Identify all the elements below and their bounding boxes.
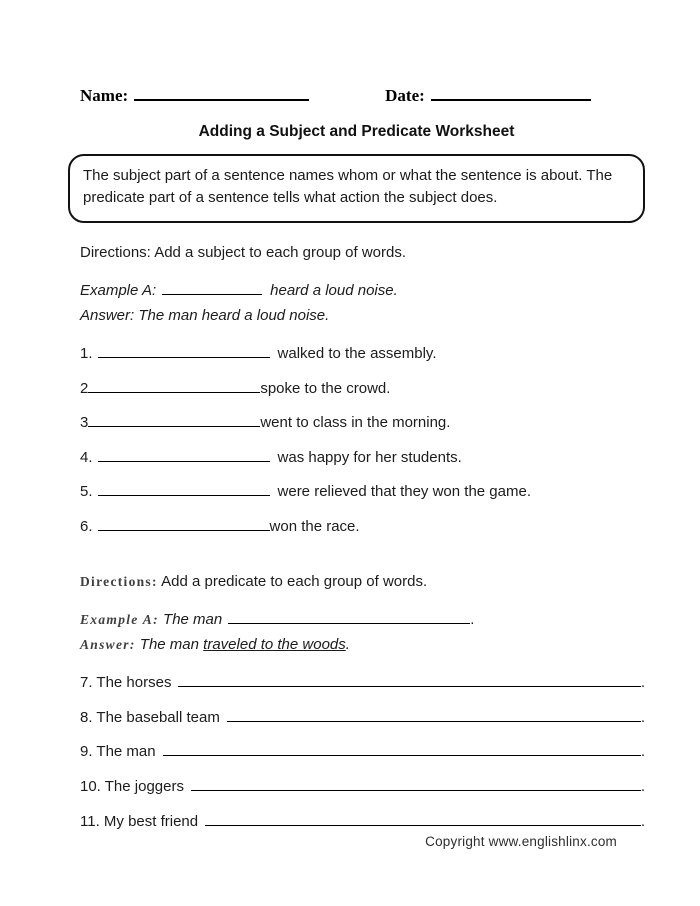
answer-blank-line: [88, 378, 260, 393]
question-row: [80, 378, 645, 398]
section2-directions-label: Directions:: [80, 573, 158, 589]
date-label: Date:: [385, 86, 425, 105]
question-number: 4.: [80, 448, 93, 466]
answer-blank-line: [163, 741, 641, 756]
question-row: [80, 776, 645, 796]
name-date-header: [80, 85, 645, 106]
section1-example-label: Example A:: [80, 282, 157, 299]
section1-answer-line: [80, 307, 645, 324]
section1-example-suffix: heard a loud noise.: [270, 282, 398, 299]
section2-answer-line: [80, 636, 645, 653]
period: .: [640, 708, 645, 726]
question-text: walked to the assembly.: [277, 345, 437, 362]
question-text: were relieved that they won the game.: [277, 483, 531, 500]
question-text: 7. The horses: [80, 673, 172, 691]
question-row: [80, 343, 645, 363]
answer-blank-line: [98, 516, 270, 531]
question-text: won the race.: [269, 517, 360, 535]
subject-questions-list: [80, 343, 645, 536]
answer-blank-line: [88, 412, 260, 427]
section2-answer-prefix: The man: [139, 635, 199, 653]
section1-answer-text: The man heard a loud noise.: [138, 307, 330, 324]
question-text: spoke to the crowd.: [260, 379, 391, 397]
answer-blank-line: [227, 706, 641, 721]
question-number: 6.: [80, 517, 93, 535]
copyright-text: Copyright www.englishlinx.com: [425, 834, 617, 849]
section2-directions-text: Add a predicate to each group of words.: [161, 572, 428, 590]
date-blank-line: [431, 85, 591, 101]
section2-answer-underlined: traveled to the woods: [203, 635, 346, 653]
question-text: 11. My best friend: [80, 812, 199, 830]
period: .: [640, 743, 645, 761]
date-field: [385, 85, 591, 106]
answer-blank-line: [98, 447, 270, 462]
question-row: [80, 447, 645, 467]
example-blank-line: [162, 280, 262, 295]
question-text: went to class in the morning.: [260, 414, 451, 431]
question-row: [80, 516, 645, 536]
question-text: 8. The baseball team: [80, 708, 220, 726]
section2-answer-label: Answer:: [80, 636, 136, 652]
section1-directions-label: Directions:: [80, 244, 151, 261]
section2-example-label: Example A:: [80, 611, 159, 627]
section1-example-line: [80, 280, 645, 299]
question-row: [80, 741, 645, 761]
period: .: [640, 812, 645, 830]
period: .: [640, 778, 645, 796]
predicate-questions-list: [80, 672, 645, 831]
question-text: 9. The man: [80, 743, 156, 761]
question-row: [80, 481, 645, 501]
question-number: 5.: [80, 483, 93, 500]
question-row: [80, 672, 645, 692]
section2-directions: [80, 573, 645, 590]
answer-blank-line: [98, 343, 270, 358]
section1-answer-label: Answer:: [80, 307, 135, 324]
name-label: Name:: [80, 86, 129, 105]
question-row: [80, 811, 645, 831]
period: .: [640, 673, 645, 691]
question-text: 10. The joggers: [80, 778, 184, 796]
question-number: 2: [80, 379, 89, 397]
section1-directions-text: Add a subject to each group of words.: [154, 244, 407, 261]
page-title: Adding a Subject and Predicate Worksheet: [198, 123, 515, 140]
answer-blank-line: [191, 776, 641, 791]
name-field: [80, 85, 309, 106]
definition-box: The subject part of a sentence names whom or what the sentence is about. The predicate part of a sentence tells what action the subject does.: [68, 154, 645, 223]
example-blank-line: [228, 609, 470, 624]
answer-blank-line: [98, 481, 270, 496]
section2-example-period: .: [470, 610, 475, 628]
answer-blank-line: [178, 672, 640, 687]
name-blank-line: [134, 85, 309, 101]
question-row: [80, 706, 645, 726]
question-row: [80, 412, 645, 432]
predicate-section: [80, 573, 645, 831]
section1-directions: [80, 244, 645, 261]
question-number: 3: [80, 414, 89, 431]
section2-example-prefix: The man: [163, 610, 223, 628]
section2-answer-period: .: [345, 635, 350, 653]
question-number: 1.: [80, 345, 93, 362]
question-text: was happy for her students.: [277, 448, 462, 466]
answer-blank-line: [205, 811, 641, 826]
section2-example-line: [80, 609, 645, 628]
